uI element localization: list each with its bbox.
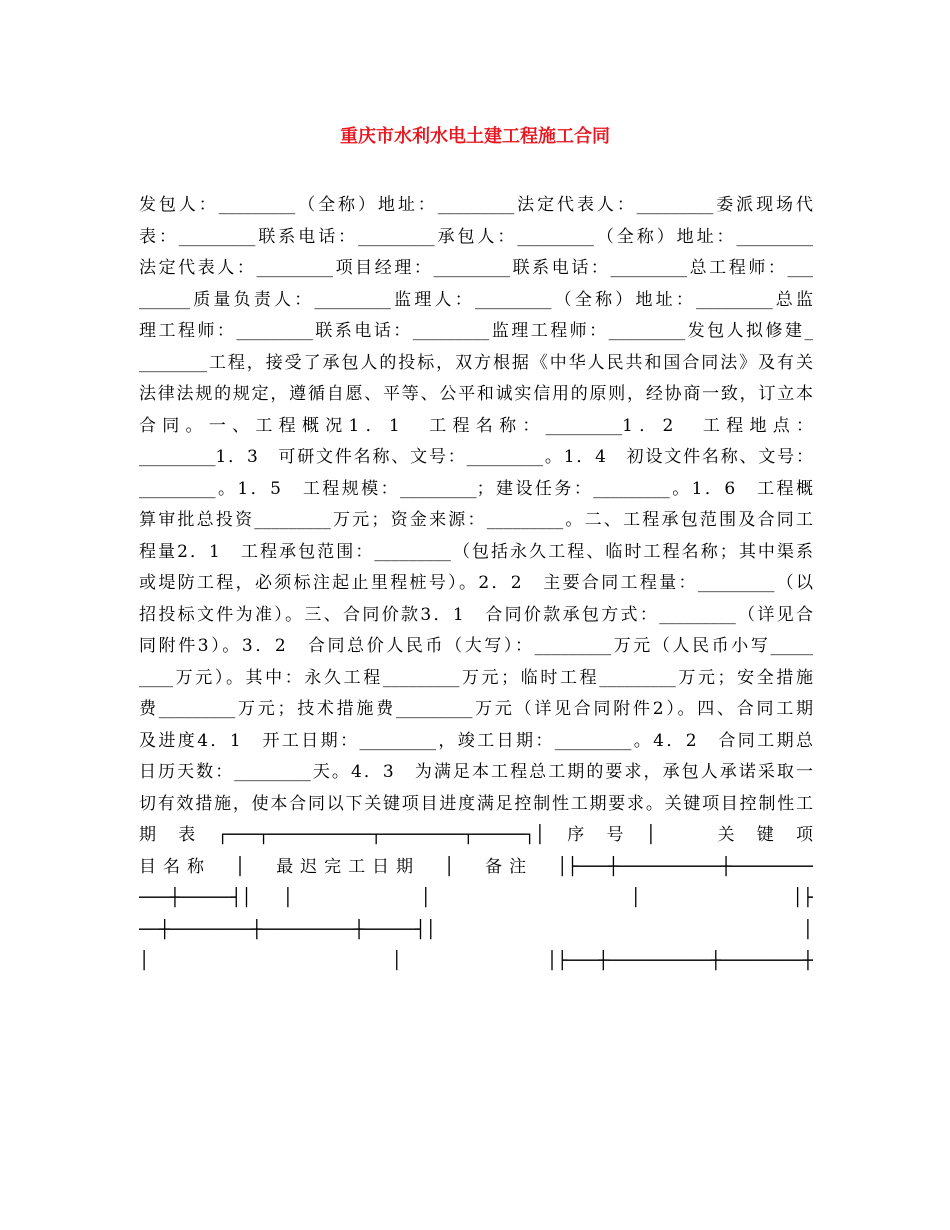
body-line: 法定代表人：_________项目经理：_________联系电话：_________总工程师：___ xyxy=(139,258,813,278)
body-line: _________1．3 可研文件名称、文号：_________。1．4 初设文件名称、文号： xyxy=(139,447,813,467)
body-line: 同附件3）。3．2 合同总价人民币（大写）：_________万元（人民币小写_____ xyxy=(139,636,813,656)
body-line: _________。1．5 工程规模：_________；建设任务：_________。1．6 工程概 xyxy=(139,478,813,499)
body-line: 法律法规的规定，遵循自愿、平等、公平和诚实信用的原则，经协商一致，订立本 xyxy=(139,384,813,404)
body-line: 发包人：_________（全称）地址：_________法定代表人：_________委派现场代 xyxy=(139,195,813,215)
table-text-line: 期表┌───┬──────────┬────────┬─────┐│序号│ 关键项 xyxy=(139,825,813,845)
body-line: 及进度4．1 开工日期：_________，竣工日期：_________。4．2 合同工期总 xyxy=(139,730,813,751)
body-line: 理工程师：_________联系电话：_________监理工程师：_________发包人拟修建_ xyxy=(139,321,813,341)
table-text-line: ──┼────────┼─────────┼─────┤│ │ xyxy=(139,919,813,940)
document-title: 重庆市水利水电土建工程施工合同 xyxy=(340,126,610,147)
body-line: ________工程，接受了承包人的投标，双方根据《中华人民共和国合同法》及有关 xyxy=(139,352,813,373)
body-line: ______质量负责人：_________监理人：_________（全称）地址：_________总监 xyxy=(139,289,813,310)
table-text-line: 目名称 │ 最迟完工日期 │ 备注 │├───┼──────────┼──────── xyxy=(139,856,813,877)
body-line: 程量2．1 工程承包范围：_________（包括永久工程、临时工程名称；其中渠系 xyxy=(139,541,813,562)
body-line: ____万元）。其中：永久工程_________万元；临时工程_________万元；安全措施 xyxy=(139,667,813,688)
table-text-line: ───┼─────┤│ │ │ │ │├ xyxy=(139,888,813,908)
body-line: 算审批总投资_________万元；资金来源：_________。二、工程承包范围及合同工 xyxy=(139,510,813,530)
body-line: 日历天数：_________天。4．3 为满足本工程总工期的要求，承包人承诺采取一 xyxy=(139,762,813,782)
body-line: 切有效措施，使本合同以下关键项目进度满足控制性工期要求。关键项目控制性工 xyxy=(139,793,813,814)
body-line: 招投标文件为准）。三、合同价款3．1 合同价款承包方式：_________（详见合 xyxy=(139,604,813,625)
body-line: 或堤防工程，必须标注起止里程桩号）。2．2 主要合同工程量：_________（以 xyxy=(139,573,813,593)
table-text-line: │ │ │├───┼──────────┼────────┼ xyxy=(139,951,813,971)
document-body xyxy=(139,190,813,978)
body-line: 表：_________联系电话：_________承包人：_________（全称）地址：_________ xyxy=(139,226,813,247)
body-line: 费_________万元；技术措施费_________万元（详见合同附件2）。四、合同工期 xyxy=(139,699,813,719)
body-line: 合同。一、工程概况1．1 工程名称：_________1．2 工程地点： xyxy=(139,415,813,436)
